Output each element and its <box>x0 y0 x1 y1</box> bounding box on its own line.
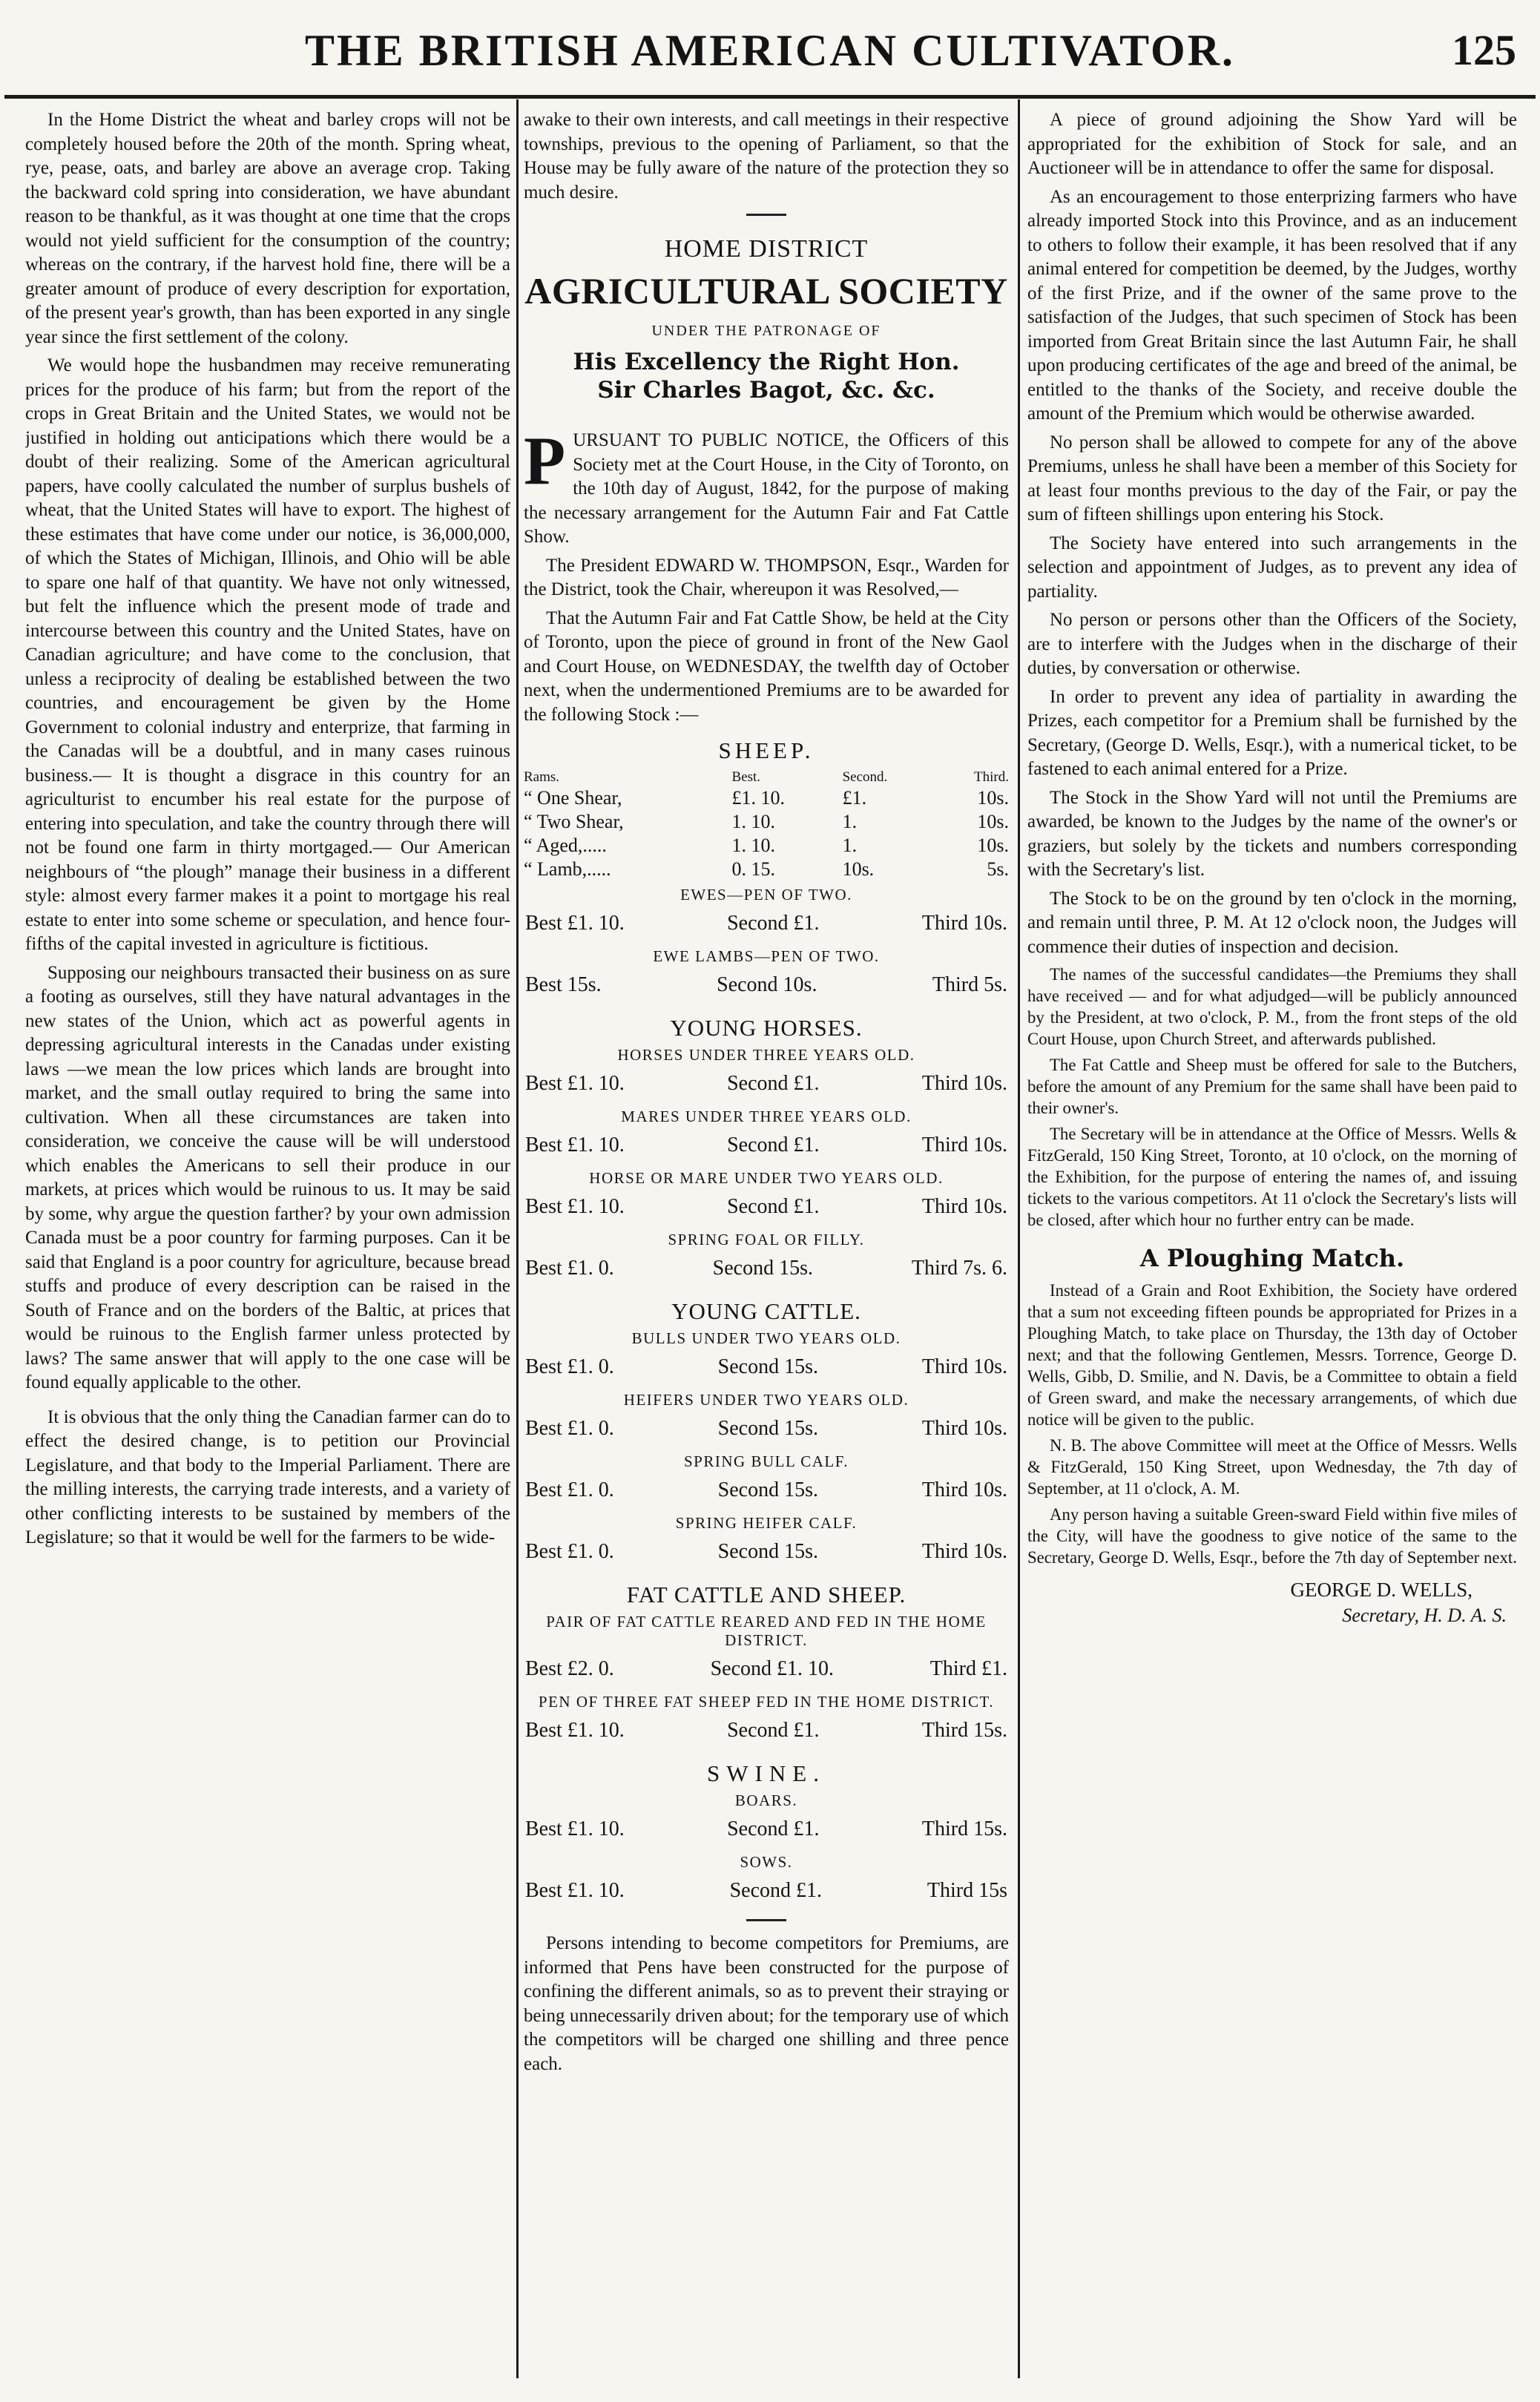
notice-paragraph: That the Autumn Fair and Fat Cattle Show, be held at the City of Toronto, upon the piece of ground in front of the New Gaol and Court House, on WEDNESDAY, the twelfth day of October next, when the undermentioned Premiums are to be awarded for the following Stock :— <box>524 608 1009 725</box>
prize-row <box>524 1067 1009 1103</box>
table-header: Second. <box>842 769 888 785</box>
prize-third: Third 15s. <box>921 1719 1007 1742</box>
ploughing-paragraph: Instead of a Grain and Root Exhibition, the Society have ordered that a sum not exceeding fifteen pounds be appropriated for Prizes in a Ploughing Match, to take place on Thursday, the 13th day of October next; and that the following Gentlemen, Messrs. Torrence, George D. Wells, Gibb, D. Smilie, and N. Davis, be a Committee to obtain a field of Green sward, and make the necessary arrangements, of which due notice will be given to the public. <box>1027 1281 1517 1429</box>
signature-name: GEORGE D. WELLS, <box>1290 1579 1472 1601</box>
ploughing-match-heading: A Ploughing Match. <box>1139 1244 1405 1272</box>
table-cell: £1. 10. <box>731 787 786 809</box>
left-column <box>25 108 510 2386</box>
prize-third: Third 10s. <box>921 912 1007 935</box>
rules-paragraph: A piece of ground adjoining the Show Yard will be appropriated for the exhibition of Stock for sale, and an Auctioneer will be in attendance to offer the same for disposal. <box>1027 110 1517 178</box>
patron-name: Sir Charles Bagot, &c. &c. <box>597 377 935 404</box>
category-caption: EWES—PEN OF TWO. <box>680 886 852 904</box>
prize-second: Second £1. 10. <box>710 1657 834 1680</box>
category-caption: HORSE OR MARE UNDER TWO YEARS OLD. <box>589 1169 944 1187</box>
prize-row <box>524 1875 1009 1910</box>
section-heading-young-horses: YOUNG HORSES. <box>670 1015 863 1041</box>
prize-third: Third 10s. <box>921 1478 1007 1501</box>
society-name: AGRICULTURAL SOCIETY <box>524 270 1008 312</box>
prize-third: Third 10s. <box>921 1072 1007 1095</box>
prize-third: Third 15s <box>927 1879 1007 1902</box>
prize-best: Best £1. 10. <box>525 1817 625 1840</box>
prize-row <box>524 1412 1009 1448</box>
prize-third: Third 15s. <box>921 1817 1007 1840</box>
page-number: 125 <box>1452 26 1516 74</box>
table-cell: “ Aged,..... <box>524 835 607 856</box>
prize-best: Best £2. 0. <box>525 1657 614 1680</box>
prize-second: Second 10s. <box>717 973 817 996</box>
article-paragraph: We would hope the husbandmen may receive remunerating prices for the produce of his farm; but from the report of the crops in Great Britain and the United States, we would not be justified in holding out anticipations which there would be a doubt of their realizing. Some of the American agricultural papers, have coolly calculated the number of surplus bushels of wheat, that the United States will have to export. The highest of these estimates that have come under our notice, is 36,000,000, of which the States of Michigan, Illinois, and Ohio will be able to spare one half of that quantity. We have not only witnessed, but felt the influence which the present mode of trade and intercourse between this country and the United States, have on Canadian agriculture; and have come to the conclusion, that unless a reciprocity of dealing be established between the two countries, and encouragement be given by the Home Government to colonial industry and enterprize, that farming in the Canadas will be a doubtful, and in many cases ruinous business.— It is thought a disgrace in this country for an agriculturist to encumber his real estate for the purpose of entering into speculation, and take the country through there will not be found one farm in thirty mortgaged.— Our American neighbours of “the plough” manage their business in a different style: almost every farmer makes it a point to mortgage his real estate to enter into some scheme or speculation, and hence four-fifths of the capital invested in agriculture is fictitious. <box>25 355 510 954</box>
prize-row <box>524 1474 1009 1510</box>
right-column <box>1027 108 1517 2386</box>
rules-paragraph: In order to prevent any idea of partiality in awarding the Prizes, each competitor for a Premium shall be furnished by the Secretary, (George D. Wells, Esqr.), with a numerical ticket, to be fastened to each animal entered for a Prize. <box>1027 686 1517 779</box>
rams-premium-table <box>524 769 1009 881</box>
table-cell: 1. 10. <box>731 811 776 832</box>
category-caption: EWE LAMBS—PEN OF TWO. <box>653 947 880 965</box>
column-rule <box>516 99 519 2378</box>
masthead-title: THE BRITISH AMERICAN CULTIVATOR. <box>304 26 1236 75</box>
article-paragraph: Supposing our neighbours transacted their business on as sure a footing as ourselves, still they have natural advantages in the new states of the Union, which act as powerful agents in depressing agricultural interests in the Canadas under existing laws —we mean the low prices which lands are brought into market, and the small outlay required to bring the same into cultivation. When all these circumstances are taken into consideration, we conceive the cause will be will understood which enables the Americans to sell their produce in our markets, at prices which would be ruinous to us. It may be said by some, why argue the question farther? by your own admission Canada must be a poor country for farming purposes. Can it be said that England is a poor country for agriculture, because bread stuffs and produce of every description can be raised in the South of France and on the borders of the Baltic, at prices that would be ruinous to the English farmer unless protected by laws? The same answer that will apply to the one case will be found equally applicable to the other. <box>25 962 510 1392</box>
prize-best: Best £1. 0. <box>525 1478 614 1501</box>
prize-third: Third 10s. <box>921 1133 1007 1156</box>
table-cell: 1. <box>842 835 858 856</box>
prize-best: Best £1. 0. <box>525 1417 614 1440</box>
ploughing-paragraph: N. B. The above Committee will meet at the Office of Messrs. Wells & FitzGerald, 150 King Street, upon Wednesday, the 7th day of September, at 11 o'clock, A. M. <box>1027 1436 1517 1498</box>
prize-best: Best £1. 10. <box>525 1879 625 1902</box>
category-caption: BULLS UNDER TWO YEARS OLD. <box>631 1329 901 1347</box>
prize-second: Second £1. <box>727 1195 820 1218</box>
table-cell: 10s. <box>842 858 875 880</box>
article-continuation: awake to their own interests, and call meetings in their respective townships, previous to the opening of Parliament, so that the House may be fully aware of the nature of the protection they so much desire. <box>524 110 1009 203</box>
prize-third: Third 10s. <box>921 1540 1007 1563</box>
table-row <box>524 858 1009 881</box>
middle-column <box>524 108 1009 2386</box>
prize-best: Best £1. 10. <box>525 1195 625 1218</box>
notice-intro-text: URSUANT TO PUBLIC NOTICE, the Officers of this Society met at the Court House, in the City of Toronto, on the 10th day of August, 1842, for the purpose of making the necessary arrangement for the Autumn Fair and Fat Cattle Show. <box>524 430 1009 547</box>
society-district: HOME DISTRICT <box>664 235 869 263</box>
section-heading-young-cattle: YOUNG CATTLE. <box>671 1298 861 1324</box>
prize-second: Second £1. <box>727 1719 820 1742</box>
prize-best: Best £1. 0. <box>525 1355 614 1378</box>
patronage-line: UNDER THE PATRONAGE OF <box>651 323 881 339</box>
prize-row <box>524 1191 1009 1226</box>
category-caption: HORSES UNDER THREE YEARS OLD. <box>617 1046 915 1064</box>
section-heading-fat-cattle: FAT CATTLE AND SHEEP. <box>626 1582 906 1608</box>
table-header: Best. <box>731 769 761 785</box>
prize-row <box>524 969 1009 1004</box>
prize-second: Second 15s. <box>717 1417 818 1440</box>
prize-row <box>524 1351 1009 1386</box>
prize-third: Third 5s. <box>932 973 1007 996</box>
prize-best: Best £1. 10. <box>525 912 625 935</box>
rules-paragraph: No person or persons other than the Officers of the Society, are to interfere with the Judges when in the discharge of their duties, by conversation or otherwise. <box>1027 610 1517 678</box>
closing-paragraph: Persons intending to become competitors for Premiums, are informed that Pens have been constructed for the purpose of confining the different animals, so as to prevent their straying or being unnecessarily driven about; for the temporary use of which the competitors will be charged one shilling and three pence each. <box>524 1933 1009 2074</box>
prize-best: Best £1. 10. <box>525 1072 625 1095</box>
prize-row <box>524 1129 1009 1165</box>
prize-third: Third 10s. <box>921 1355 1007 1378</box>
rules-paragraph: As an encouragement to those enterprizing farmers who have already imported Stock into this Province, and as an inducement to others to follow their example, it has been resolved that if any animal entered for competition be deemed, by the Judges, worthy of the first Prize, and if the owner of the same prove to the satisfaction of the Judges, that such specimen of Stock has been imported from Great Britain since the last Autumn Fair, he shall upon producing certificates of the age and breed of the animal, be entitled to the thanks of the Society, and receive double the amount of the Premium which would be otherwise awarded. <box>1027 186 1517 424</box>
patron-title: His Excellency the Right Hon. <box>573 349 960 375</box>
rules-paragraph: The Stock in the Show Yard will not until the Premiums are awarded, be known to the Judges by the name of the owner's or graziers, but solely by the tickets and numbers corresponding with the Secretary's list. <box>1027 787 1517 880</box>
prize-second: Second £1. <box>727 1817 820 1840</box>
prize-second: Second £1. <box>727 1133 820 1156</box>
rules-paragraph: The Stock to be on the ground by ten o'clock in the morning, and remain until three, P. M. At 12 o'clock noon, the Judges will commence their duties of inspection and decision. <box>1027 888 1517 957</box>
table-row <box>524 810 1009 834</box>
category-caption: SOWS. <box>740 1853 793 1871</box>
prize-row <box>524 1714 1009 1750</box>
drop-capital: P <box>524 423 566 499</box>
prize-second: Second £1. <box>727 912 820 935</box>
prize-row <box>524 1252 1009 1288</box>
category-caption: SPRING BULL CALF. <box>684 1452 849 1470</box>
table-header: Third. <box>974 769 1009 785</box>
table-cell: 1. 10. <box>731 835 776 856</box>
table-cell: 10s. <box>977 835 1009 856</box>
table-cell: 10s. <box>977 787 1009 809</box>
notice-paragraph: The President EDWARD W. THOMPSON, Esqr., Warden for the District, took the Chair, whereupon it was Resolved,— <box>524 555 1009 599</box>
prize-second: Second 15s. <box>712 1257 813 1280</box>
column-rule <box>1018 99 1020 2378</box>
prize-best: Best £1. 0. <box>525 1540 614 1563</box>
table-cell: “ Lamb,..... <box>524 858 611 880</box>
category-caption: HEIFERS UNDER TWO YEARS OLD. <box>623 1391 909 1409</box>
prize-second: Second 15s. <box>717 1540 818 1563</box>
prize-third: Third 10s. <box>921 1195 1007 1218</box>
category-caption: BOARS. <box>734 1791 798 1809</box>
section-divider <box>746 214 786 216</box>
table-cell: 10s. <box>977 811 1009 832</box>
table-cell: “ One Shear, <box>524 787 622 809</box>
article-paragraph: In the Home District the wheat and barley crops will not be completely housed before the 20th of the month. Spring wheat, rye, pease, oats, and barley are above an average crop. Taking the backward cold spring into consideration, we have abundant reason to be thankful, as it was thought at one time that the crops would not yield sufficient for the consumption of the country; whereas on the contrary, if the harvest hold fine, there will be a greater amount of produce of every description for exportation, of the present year's growth, than has been exported in any single year since the first settlement of the colony. <box>25 110 510 347</box>
prize-best: Best £1. 0. <box>525 1257 614 1280</box>
ploughing-paragraph: Any person having a suitable Green-sward Field within five miles of the City, will have the goodness to give notice of the same to the Secretary, George D. Wells, Esqr., before the 7th day of September next. <box>1027 1505 1517 1567</box>
prize-row <box>524 907 1009 943</box>
category-caption: SPRING FOAL OR FILLY. <box>668 1231 865 1248</box>
table-row <box>524 834 1009 858</box>
prize-second: Second 15s. <box>717 1355 818 1378</box>
prize-third: Third 10s. <box>921 1417 1007 1440</box>
section-divider <box>746 1919 786 1921</box>
section-heading-sheep: SHEEP. <box>718 737 815 763</box>
article-paragraph: It is obvious that the only thing the Canadian farmer can do to effect the desired change, is to petition our Provincial Legislature, and that body to the Imperial Parliament. There are the milling interests, the carrying trade interests, and a variety of other conflicting interests to be sustained by members of the Legislature; so that it would be well for the farmers to be wide- <box>25 1406 510 1547</box>
prize-second: Second £1. <box>727 1072 820 1095</box>
table-cell: 5s. <box>987 858 1009 880</box>
notice-intro <box>524 423 1009 550</box>
category-caption: SPRING HEIFER CALF. <box>675 1514 858 1532</box>
rules-paragraph: The names of the successful candidates—the Premiums they shall have received — and for what adjudged—will be publicly announced by the President, at two o'clock, P. M., from the front steps of the old Court House, upon Church Street, and afterwards published. <box>1027 965 1517 1048</box>
table-row <box>524 786 1009 810</box>
prize-best: Best £1. 10. <box>525 1719 625 1742</box>
rules-paragraph: The Secretary will be in attendance at the Office of Messrs. Wells & FitzGerald, 150 King Street, Toronto, at 10 o'clock, on the morning of the Exhibition, for the purpose of entering the names of, and issuing tickets to the various competitors. At 11 o'clock the Secretary's lists will be closed, after which hour no further entry can be made. <box>1027 1125 1517 1229</box>
prize-row <box>524 1653 1009 1688</box>
category-caption: PAIR OF FAT CATTLE REARED AND FED IN THE HOME DISTRICT. <box>546 1613 987 1649</box>
prize-second: Second 15s. <box>717 1478 818 1501</box>
table-cell: “ Two Shear, <box>524 811 624 832</box>
prize-best: Best 15s. <box>525 973 602 996</box>
rules-paragraph: No person shall be allowed to compete for any of the above Premiums, unless he shall have been a member of this Society for at least four months previous to the day of the Fair, or pay the sum of fifteen shillings upon entering his Stock. <box>1027 432 1517 524</box>
category-caption: PEN OF THREE FAT SHEEP FED IN THE HOME DISTRICT. <box>538 1693 995 1711</box>
category-caption: MARES UNDER THREE YEARS OLD. <box>621 1108 912 1125</box>
prize-row <box>524 1813 1009 1849</box>
prize-row <box>524 1536 1009 1571</box>
table-cell: £1. <box>842 787 867 809</box>
section-heading-swine: SWINE. <box>707 1760 826 1786</box>
prize-best: Best £1. 10. <box>525 1133 625 1156</box>
page-header <box>4 4 1536 99</box>
prize-third: Third 7s. 6. <box>911 1257 1007 1280</box>
table-cell: 1. <box>842 811 858 832</box>
signature-title: Secretary, H. D. A. S. <box>1342 1605 1507 1626</box>
prize-third: Third £1. <box>929 1657 1007 1680</box>
rules-paragraph: The Society have entered into such arrangements in the selection and appointment of Judges, as to prevent any idea of partiality. <box>1027 533 1517 602</box>
table-cell: 0. 15. <box>731 858 776 880</box>
prize-second: Second £1. <box>729 1879 823 1902</box>
rules-paragraph: The Fat Cattle and Sheep must be offered for sale to the Butchers, before the amount of any Premium for the same shall have been paid to their owner's. <box>1027 1056 1517 1117</box>
table-header: Rams. <box>524 769 560 785</box>
